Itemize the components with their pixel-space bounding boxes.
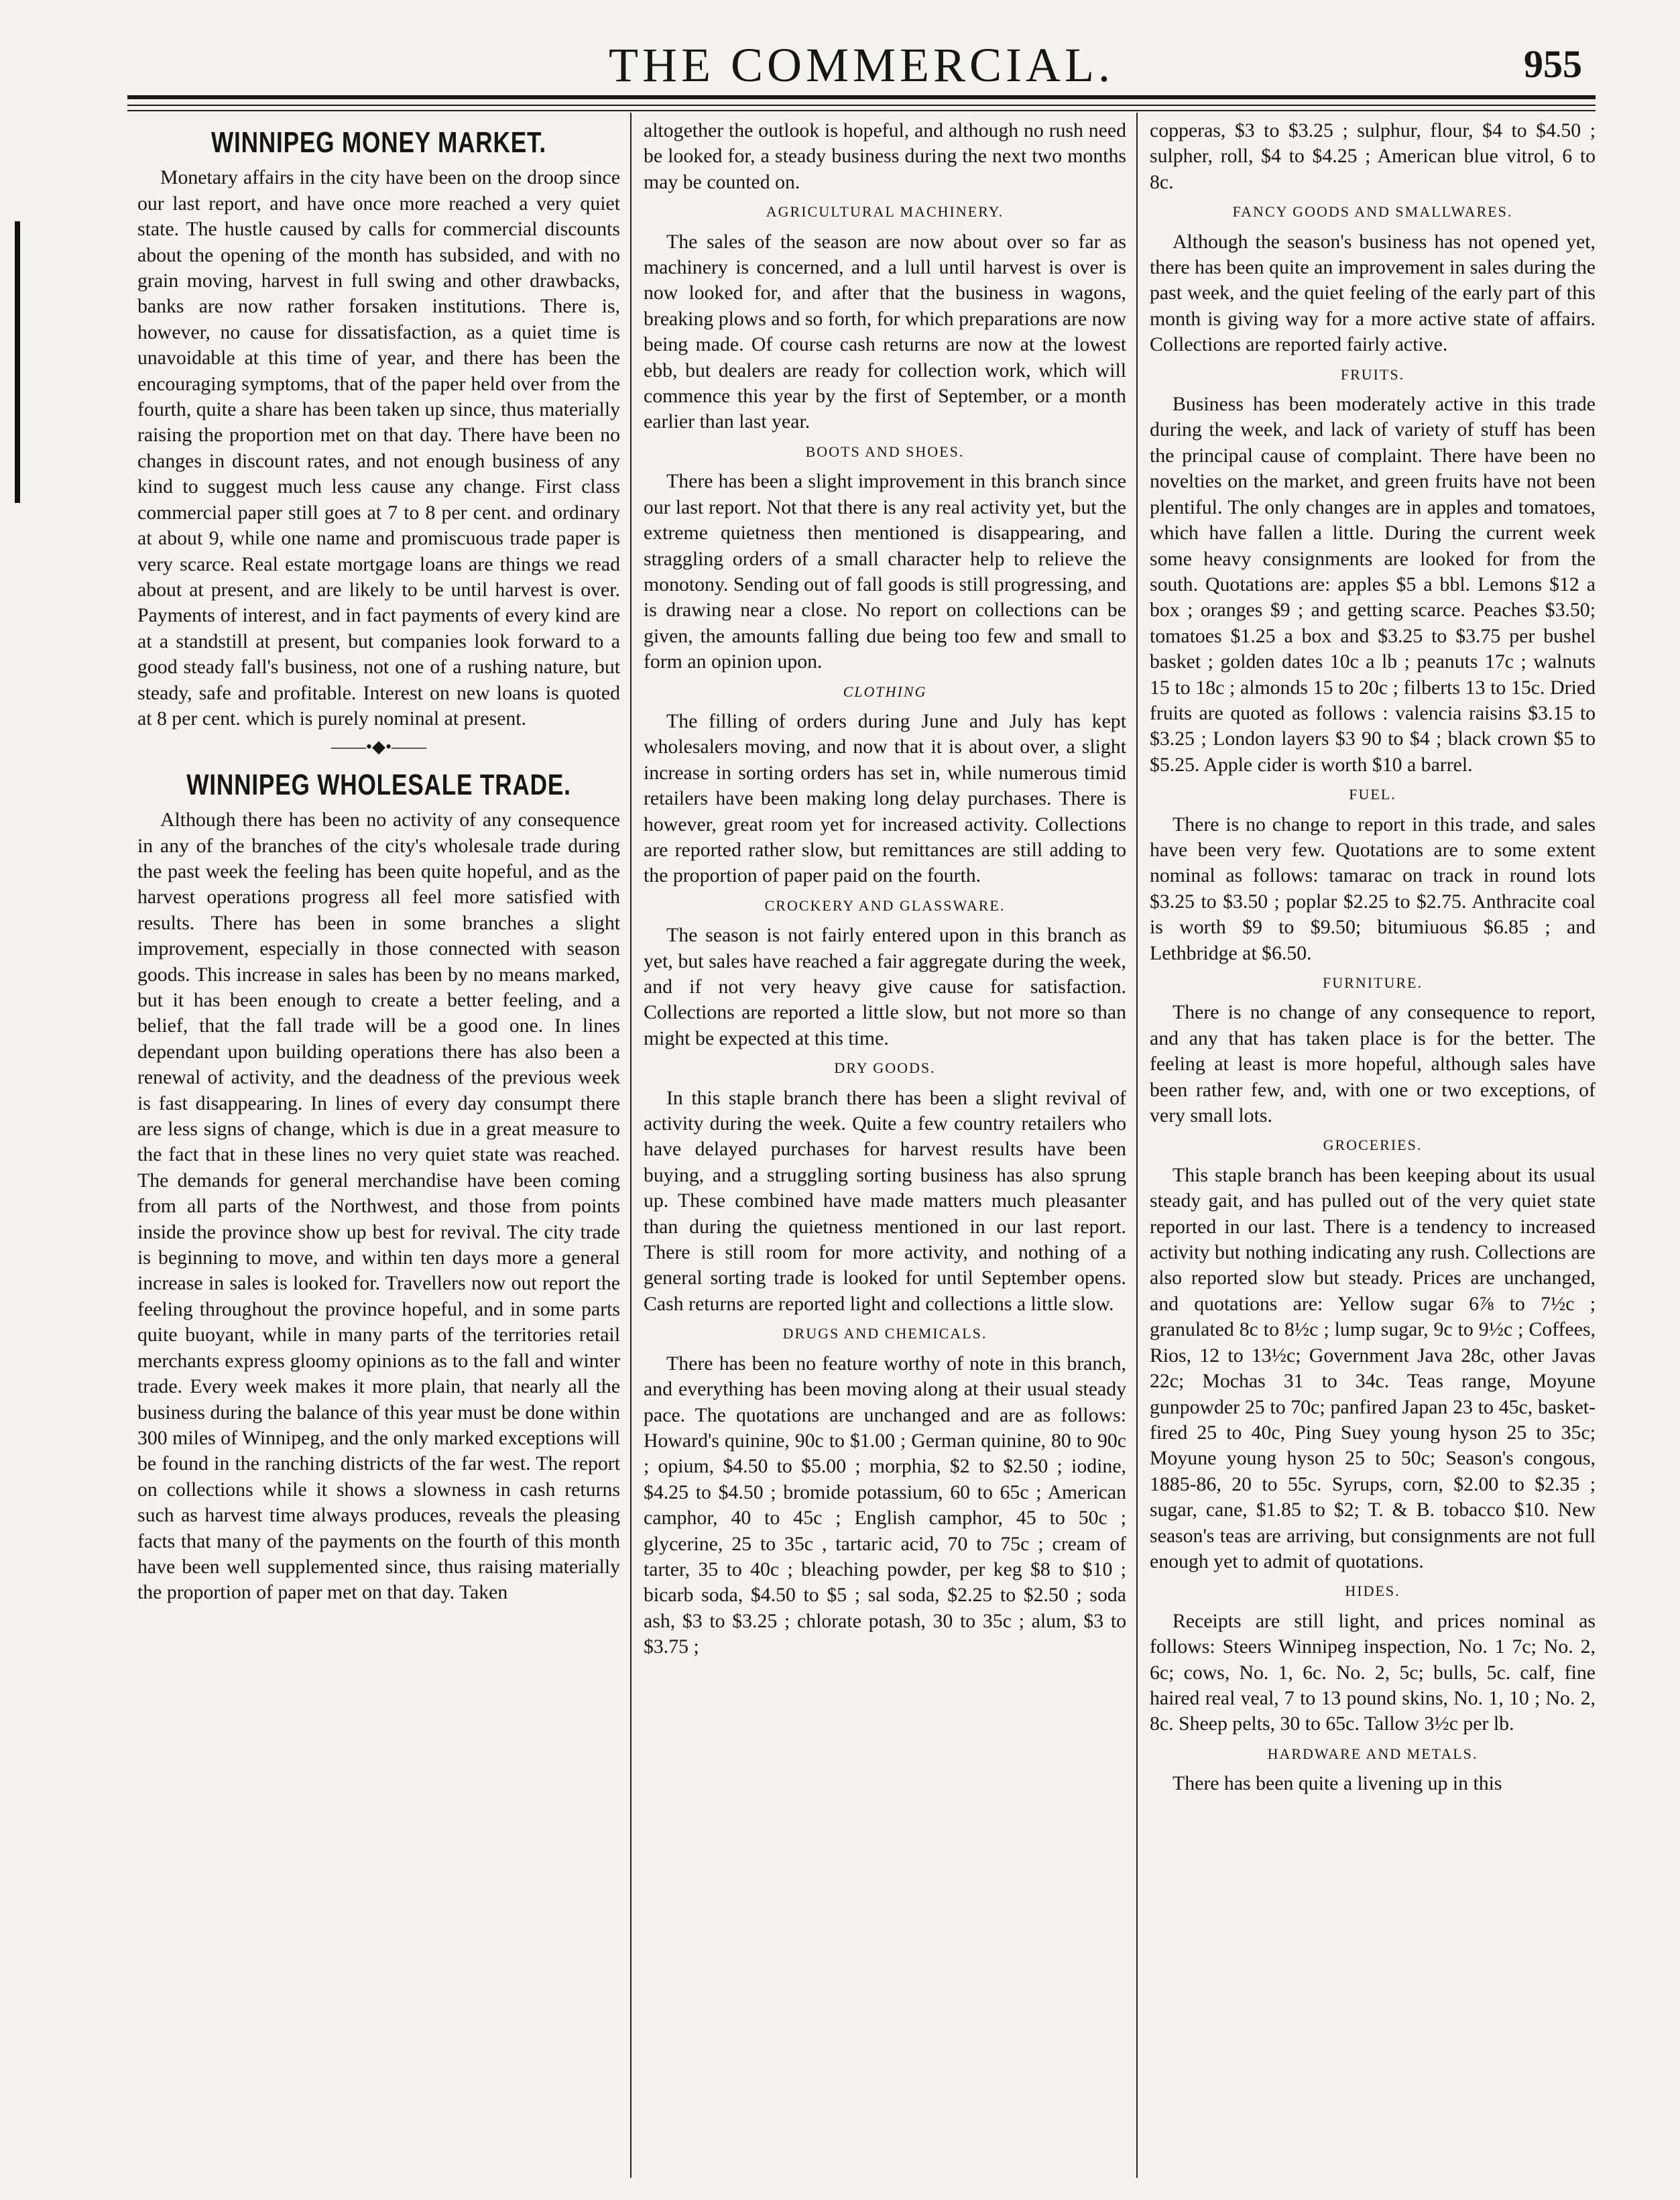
hardware-heading: HARDWARE AND METALS. [1267, 1745, 1478, 1762]
header-rule-thin [127, 105, 1596, 106]
drugs-text: There has been no feature worthy of note in this branch, and everything has been moving along at their usual steady pace. The quotations are unchanged and are as follows: Howard's quinine, 90c to $1.00 ; German quinine, 80 to 90c ; opium, $4.50 to $5.00 ; morphia, $2 to $2.50 ; iodine, $4.25 to $4.50 ; bromide potassium, 60 to 65c ; American camphor, 40 to 45c ; English camphor, 45 to 50c ; glycerine, 25 to 35c , tartaric acid, 70 to 75c ; cream of tarter, 35 to 40c ; bleaching powder, per keg $8 to $10 ; bicarb soda, $4.50 to $5 ; sal soda, $2.25 to $2.50 ; soda ash, $3 to $3.25 ; chlorate potash, 30 to 35c ; alum, $3 to $3.75 ; [644, 1352, 1126, 1658]
money-market-text: Monetary affairs in the city have been on the droop since our last report, and have once more reached a very quiet state. The hustle caused by calls for commercial discounts about the opening of the month has subsided, and with no grain moving, harvest in full swing and other drawbacks, banks are now rather forsaken institutions. There is, however, no cause for dissatisfaction, as a quiet time is unavoidable at this time of year, and there has been the encouraging symptoms, that of the paper held over from the fourth, quite a share has been taken up since, thus materially raising the proportion met on that day. There have been no changes in discount rates, and not enough business of any kind to suggest much less cause any change. First class commercial paper still goes at 7 to 8 per cent. and ordinary at about 9, while one name and promiscuous trade paper is very scarce. Real estate mortgage loans are things we read about at present, and are likely to be until harvest is over. Payments of interest, and in fact payments of every kind are at a standstill at present, but companies look forward to a good steady fall's business, not one of a rushing nature, but steady, safe and profitable. Interest on new loans is quoted at 8 per cent. which is purely nominal at present. [137, 166, 620, 730]
agricultural-machinery-heading: AGRICULTURAL MACHINERY. [766, 203, 1004, 221]
masthead [127, 12, 1596, 93]
crockery-heading: CROCKERY AND GLASSWARE. [764, 896, 1006, 914]
scan-edge-mark [15, 221, 20, 503]
fruits-text: Business has been moderately active in this trade during the week, and lack of variety of stuff has been the principal cause of complaint. There have been no novelties on the market, and green fruits have not been plentiful. The only changes are in apples and tomatoes, which have fallen a little. During the current week some heavy consignments are looked for from the south. Quotations are: apples $5 a bbl. Lemons $12 a box ; oranges $9 ; and getting scarce. Peaches $3.50; tomatoes $1.25 a box and $3.25 to $3.75 per bushel basket ; golden dates 10c a lb ; peanuts 17c ; walnuts 15 to 18c ; almonds 15 to 20c ; filberts 13 to 15c. Dried fruits are quoted as follows : valencia raisins $3.15 to $3.25 ; London layers $3 90 to $4 ; black crown $5 to $5.25. Apple cider is worth $10 a barrel. [1150, 393, 1596, 776]
wholesale-trade-text: Although there has been no activity of any consequence in any of the branches of the city's wholesale trade during the past week the feeling has been quite hopeful, and as the harvest operations progress all feel more satisfied with results. There has been in some branches a slight improvement, especially in those connected with season goods. This increase in sales has been by no means marked, but it has been enough to create a better feeling, and a belief, that the fall trade will be a good one. In lines dependant upon building operations there has also been a renewal of activity, and the deadness of the previous week is fast disappearing. In lines of every day consumpt there are less signs of change, which is due in a great measure to the fact that in these lines no very quiet state was reached. The demands for general merchandise have been coming from all parts of the Northwest, and those from points inside the province show up best for revival. The city trade is beginning to move, and within ten days more a general increase in sales is looked for. Travellers now out report the feeling throughout the province hopeful, and in some parts quite buoyant, while in many parts of the territories retail merchants express gloomy opinions as to the fall and winter trade. Every week makes it more plain, that nearly all the business during the balance of this year must be done within 300 miles of Winnipeg, and the only marked exceptions will be found in the ranching districts of the far west. The report on collections while it shows a slowness in cash returns such as harvest time always produces, reveals the pleasing facts that many of the payments on the fourth of this month have been well supplemented since, thus raising materially the proportion of paper met on that day. Taken [137, 809, 620, 1604]
section-ornament: ——•◆•—— [331, 737, 427, 757]
fuel-heading: FUEL. [1349, 786, 1396, 803]
crockery-text: The season is not fairly entered upon in this branch as yet, but sales have reached a fair aggregate during the week, and if not very heavy give cause for satisfaction. Collections are reported a little slow, but not more so than might be expected at this time. [644, 924, 1126, 1049]
dry-goods-text: In this staple branch there has been a slight revival of activity during the week. Quite a few country retailers who have delayed purchases for harvest results have been buying, and a struggling sorting business has also sprung up. These combined have made matters much pleasanter than during the quietness mentioned in our last report. There is still room for more activity, and nothing of a general sorting trade is looked for until September opens. Cash returns are reported light and collections a little slow. [644, 1086, 1126, 1315]
wholesale-trade-heading: WINNIPEG WHOLESALE TRADE. [186, 768, 571, 801]
groceries-text: This staple branch has been keeping about its usual steady gait, and has pulled out of the very quiet state reported in our last. There is a tendency to increased activity but nothing indicating any rush. Collections are also reported slow but steady. Prices are unchanged, and quotations are: Yellow sugar 6⅞ to 7½c ; granulated 8c to 8½c ; lump sugar, 9c to 9½c ; Coffees, Rios, 12 to 13½c; Government Java 28c, other Javas 22c; Mochas 31 to 34c. Teas range, Moyune gunpowder 25 to 70c; panfired Japan 23 to 45c, basket-fired 25 to 40c, Ping Suey young hyson 25 to 35c; Moyune young hyson 25 to 50c; Season's congous, 1885-86, 20 to 55c. Syrups, corn, $2.00 to $2.35 ; sugar, cane, $1.85 to $2; T. & B. tobacco $10. New season's teas are arriving, but consignments are not full enough yet to admit of quotations. [1150, 1163, 1596, 1572]
column-divider [630, 113, 632, 2178]
header-rule-thin [127, 110, 1596, 111]
hardware-text: There has been quite a livening up in this [1173, 1772, 1502, 1795]
fancy-goods-heading: FANCY GOODS AND SMALLWARES. [1232, 203, 1513, 221]
boots-shoes-text: There has been a slight improvement in this branch since our last report. Not that there is any real activity yet, but the extreme quietness then mentioned is disappearing, and straggling orders of a small character help to relieve the monotony. Sending out of fall goods is still progressing, and is drawing near a close. No report on collections can be given, the amounts falling due being too few and small to form an opinion upon. [644, 470, 1126, 673]
agricultural-machinery-text: The sales of the season are now about over so far as machinery is concerned, and a lull until harvest is over is now looked for, and after that the business in wagons, breaking plows and so forth, for which preparations are now being made. Of course cash returns are now at the lowest ebb, but dealers are ready for collection work, which will commence this year by the first of September, or a month earlier than last year. [644, 230, 1126, 433]
clothing-heading: CLOTHING [843, 683, 927, 700]
dry-goods-heading: DRY GOODS. [834, 1059, 936, 1077]
hides-text: Receipts are still light, and prices nominal as follows: Steers Winnipeg inspection, No. 1 7c; No. 2, 6c; cows, No. 1, 6c. No. 2, 5c; bulls, 5c. calf, fine haired real veal, 7 to 13 pound skins, No. 1, 10 ; No. 2, 8c. Sheep pelts, 30 to 65c. Tallow 3½c per lb. [1150, 1609, 1596, 1735]
drugs-heading: DRUGS AND CHEMICALS. [782, 1325, 987, 1342]
fancy-goods-text: Although the season's business has not opened yet, there has been quite an improvement in sales during the past week, and the quiet feeling of the early part of this month is giving way for a more active state of affairs. Collections are reported fairly active. [1150, 230, 1596, 356]
column-divider [1136, 113, 1138, 2178]
boots-shoes-heading: BOOTS AND SHOES. [805, 443, 965, 460]
column-3 [1150, 118, 1596, 2177]
column-2 [644, 118, 1126, 2177]
column-1 [137, 118, 620, 2177]
groceries-heading: GROCERIES. [1323, 1137, 1423, 1154]
money-market-heading: WINNIPEG MONEY MARKET. [211, 126, 546, 159]
furniture-text: There is no change of any consequence to report, and any that has taken place is for the better. The feeling at least is more hopeful, although sales have been rather few, and, with one or two exceptions, of very small lots. [1150, 1001, 1596, 1127]
wholesale-trade-continued: altogether the outlook is hopeful, and although no rush need be looked for, a steady business during the next two months may be counted on. [644, 119, 1126, 193]
fruits-heading: FRUITS. [1340, 365, 1405, 383]
furniture-heading: FURNITURE. [1323, 974, 1423, 991]
clothing-text: The filling of orders during June and July has kept wholesalers moving, and now that it is about over, a slight increase in sorting orders has set in, while numerous timid retailers have been making long delay purchases. There is however, great room yet for increased activity. Collections are reported rather slow, but remittances are still adding to the proportion of paper paid on the fourth. [644, 709, 1126, 887]
page-number: 955 [1524, 42, 1582, 86]
header-rule-thick [127, 95, 1596, 99]
fuel-text: There is no change to report in this trade, and sales have been very few. Quotations are to some extent nominal as follows: tamarac on track in round lots $3.25 to $3.50 ; poplar $2.25 to $2.75. Anthracite coal is worth $9 to $9.50; bitumiuous $6.85 ; and Lethbridge at $6.50. [1150, 813, 1596, 964]
drugs-continued: copperas, $3 to $3.25 ; sulphur, flour, $4 to $4.50 ; sulpher, roll, $4 to $4.25 ; American blue vitrol, 6 to 8c. [1150, 119, 1596, 193]
newspaper-title: THE COMMERCIAL. [609, 38, 1114, 92]
hides-heading: HIDES. [1345, 1582, 1400, 1600]
